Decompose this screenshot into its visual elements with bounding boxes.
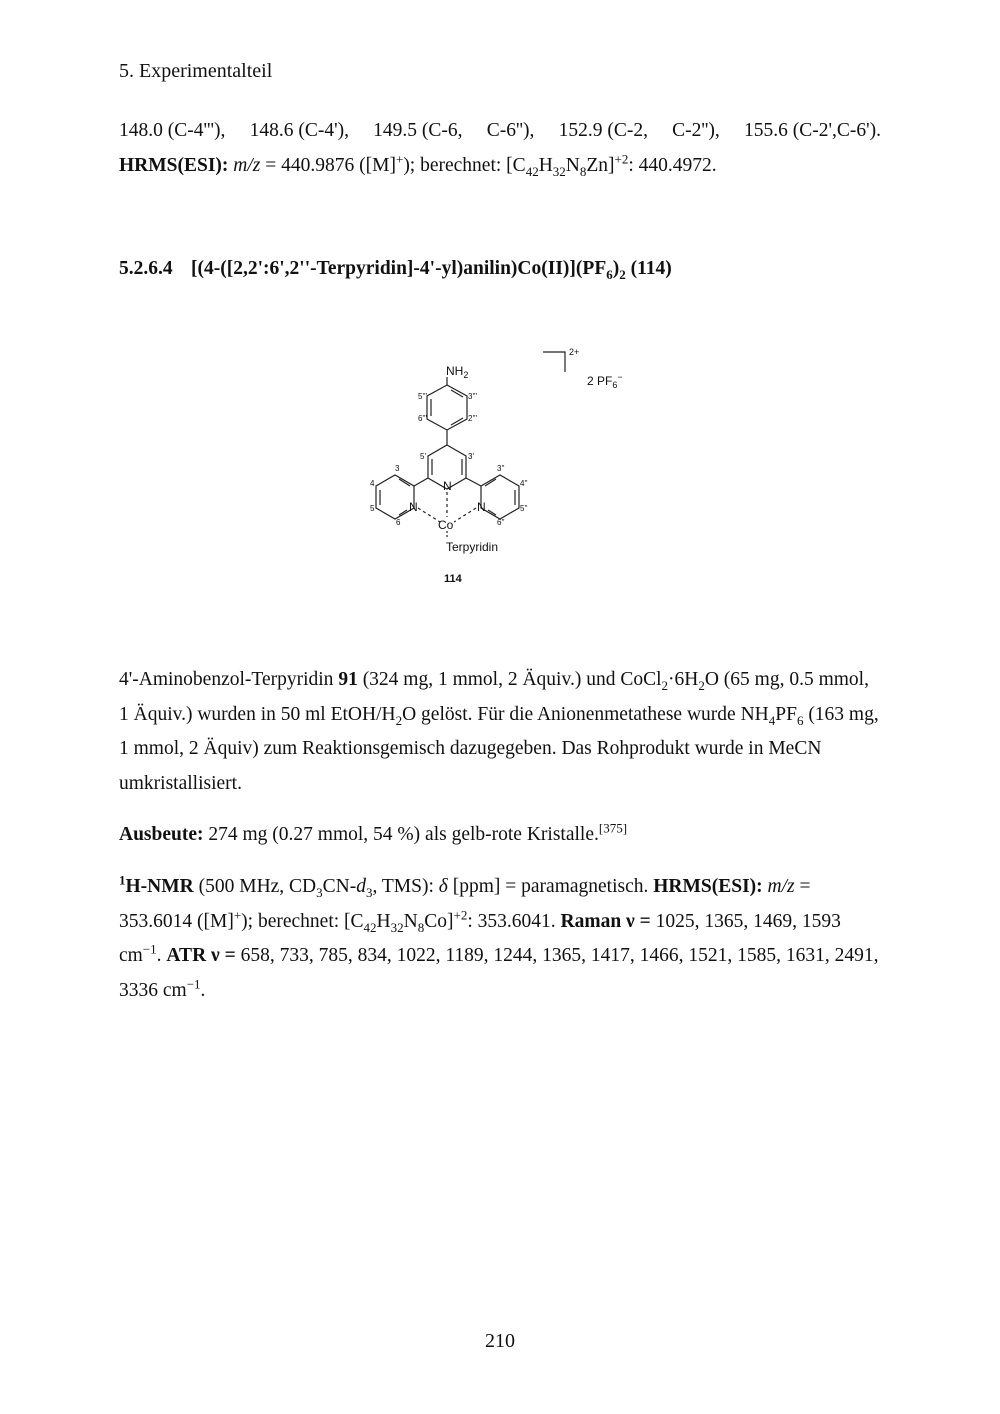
charge-sup: + [395,151,404,167]
procedure-paragraph [119,663,881,801]
counter-ion-label: 2 $PF_6^-$ [587,372,623,390]
compound-ref: 91 [338,669,358,690]
atom-label: 6'' [497,518,505,527]
text: 4'-Aminobenzol-Terpyridin [119,669,339,690]
formula-part: Zn] [586,155,615,176]
yield-text: 274 mg (0.27 mmol, 54 %) als gelb-rote Kristalle. [203,824,599,845]
analytical-data [119,870,881,1008]
sup: + [233,907,242,922]
cobalt-atom: Co [438,518,454,532]
text: = 353.6014 ([M] [119,876,811,932]
title-sub: 6 [606,266,613,282]
chemical-structure [340,340,660,590]
charge-label: 2+ [569,347,580,357]
yield-line [119,818,881,853]
sub: 32 [390,919,404,935]
text: CN- [322,876,357,897]
mz-label: m/z [233,155,261,176]
atom-label: 6 [396,518,401,527]
section-number: 5.2.6.4 [119,258,173,279]
yield-label: Ausbeute: [119,824,204,845]
text: : 353.6041. [467,910,561,932]
hrms-label: HRMS(ESI): [653,876,763,897]
formula-sub: 8 [579,163,587,179]
text: ·6H [668,669,699,690]
nmr-shift: 155.6 (C-2',C-6'). [743,120,881,141]
mz-label: m/z [767,876,795,897]
nitrogen-right: N [477,500,486,514]
section-title: [(4-([2,2':6',2''-Terpyridin]-4'-yl)anilin)Co(II)](PF [191,258,607,279]
nmr-shift: C-6''), [486,120,535,141]
nmr-shift: 149.5 (C-6, [373,120,463,141]
text: , TMS): [372,876,439,897]
nh2-label: $NH_2$ [446,364,469,380]
title-sub: 2 [619,266,626,282]
atom-label: 5 [370,504,375,513]
phenyl-ring [427,385,467,430]
page-number: 210 [485,1330,515,1352]
text: ); berechnet: [C [241,910,364,932]
hrms-calc: ); berechnet: [C [403,155,526,176]
raman-label: Raman ν = [560,910,651,932]
sub: 2 [395,712,403,728]
delta-symbol: δ [438,876,448,897]
text: PF [775,703,797,725]
sub: 2 [698,677,705,693]
atom-label: 3' [468,452,474,461]
formula-part: N [565,155,580,176]
text: . [156,945,167,966]
atom-label: 5'' [520,504,528,513]
charge-sup: +2 [614,151,629,167]
atom-label: 4 [370,479,375,488]
title-part: ) [612,258,620,279]
sup: +2 [453,907,468,922]
nmr-shift: 148.0 (C-4'''), [119,120,226,141]
atr-label: ATR ν = [166,945,236,966]
sub: 42 [363,919,377,935]
title-part: (114) [625,258,672,279]
hrms-line-zn [119,148,881,183]
charge-bracket [543,352,565,372]
hrms-value: = 440.9876 ([M] [260,155,396,176]
atom-label: 6''' [418,414,428,423]
running-header: 5. Experimentalteil [119,60,273,82]
formula-part: H [538,155,553,176]
text: (163 mg, 1 mmol, 2 Äquiv) zum Reaktionsgemisch dazugegeben. Das Rohprodukt wurde in MeCN umkristallisiert. [119,703,879,794]
atom-label: 3 [395,464,400,473]
italic: d [356,876,366,897]
sub: 8 [417,919,425,935]
atom-label: 5''' [418,392,428,401]
text: 658, 733, 785, 834, 1022, 1189, 1244, 1365, 1417, 1466, 1521, 1585, 1631, 2491, 3336 cm [119,945,879,1001]
atom-label: 3''' [468,392,478,401]
right-pyridine [481,475,519,519]
atom-label: 2''' [468,414,478,423]
nmr-label: H-NMR [125,876,194,897]
sup: 1 [119,872,126,888]
sup: −1 [142,941,157,957]
section-heading [119,258,672,280]
formula-sub: 32 [552,163,566,179]
text: (324 mg, 1 mmol, 2 Äquiv.) und CoCl [357,669,662,690]
text: Co] [424,910,454,932]
atom-label: 5' [420,452,426,461]
nmr-continuation-line [119,113,881,148]
sub: 3 [366,884,373,900]
text: . [200,979,206,1001]
formula-sub: 42 [525,163,539,179]
sub: 6 [796,712,804,728]
sub: 3 [316,884,323,900]
nmr-shift: C-2''), [672,120,720,141]
ligand-label: Terpyridin [446,540,499,554]
citation-ref: [375] [598,820,628,836]
nitrogen-left: N [409,500,418,514]
text: (500 MHz, CD [193,876,317,897]
compound-number: 114 [444,573,462,585]
sub: 2 [661,677,669,693]
text: O gelöst. Für die Anionenmetathese wurde NH [402,703,769,725]
nmr-shift: 148.6 (C-4'), [249,120,349,141]
nmr-shift: 152.9 (C-2, [558,120,648,141]
text: H [376,910,391,932]
atom-label: 3'' [497,464,505,473]
nitrogen-center: N [443,479,452,493]
sub: 4 [768,712,776,728]
text: O (65 mg, 0.5 mmol, 1 Äquiv.) wurden in 50 ml EtOH/H [119,669,869,725]
text: N [403,910,418,932]
text: 1025, 1365, 1469, 1593 cm [119,910,841,966]
text: [ppm] = paramagnetisch. [447,876,654,897]
sup: −1 [186,976,201,991]
hrms-label: HRMS(ESI): [119,155,229,176]
hrms-calc-value: : 440.4972. [628,155,717,176]
atom-label: 4'' [520,479,528,488]
